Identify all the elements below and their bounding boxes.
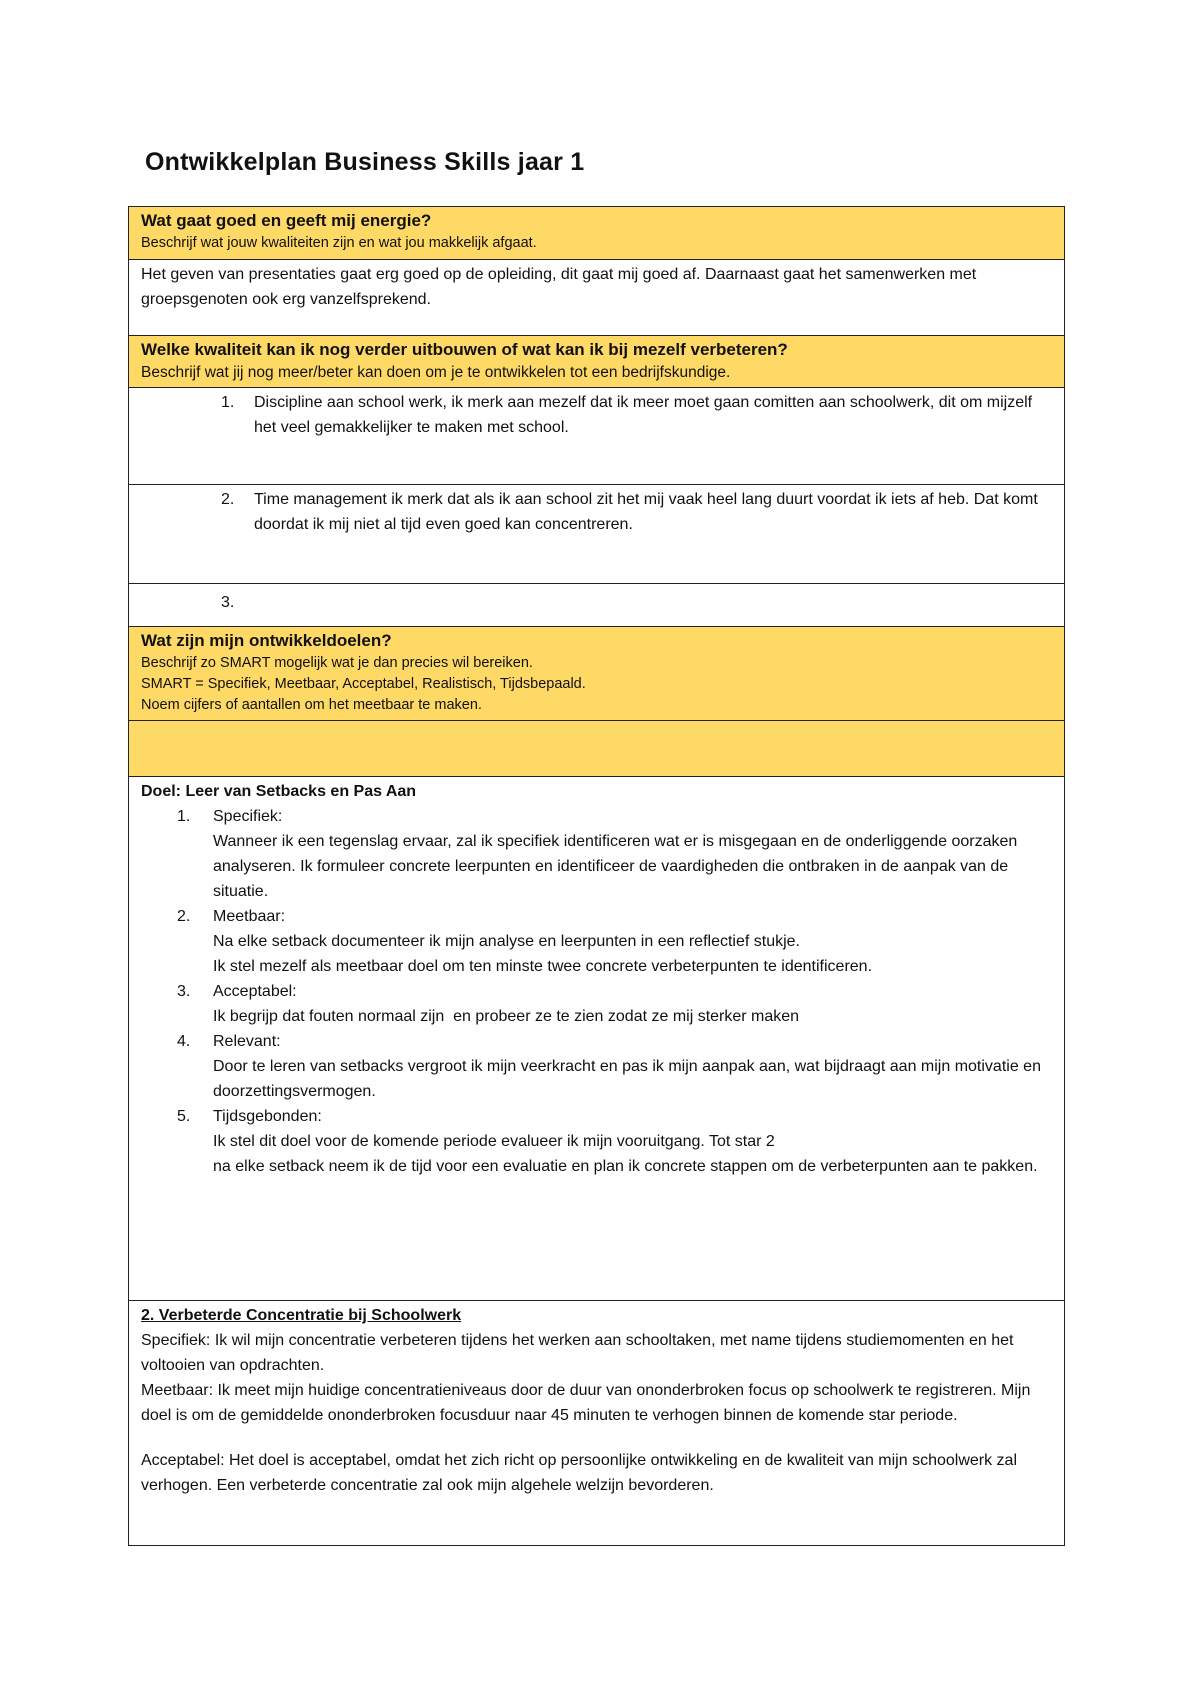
- development-plan-form: [128, 206, 1065, 1546]
- list-number: 3.: [177, 983, 191, 1000]
- section2-item-2-cell[interactable]: [129, 484, 1064, 583]
- list-item: [141, 390, 1052, 440]
- list-item: [141, 979, 1052, 1029]
- list-number: 3.: [221, 594, 235, 611]
- list-number: 2.: [221, 491, 235, 508]
- goal1-cell[interactable]: [129, 776, 1064, 1300]
- section1-header: [129, 206, 1064, 259]
- section2-instruction: Beschrijf wat jij nog meer/beter kan doen om je te ontwikkelen tot een bedrijfskundige.: [141, 364, 731, 381]
- section3-instruction-3: Noem cijfers of aantallen om het meetbaar te maken.: [141, 697, 482, 713]
- goal2-acceptabel: Acceptabel: Het doel is acceptabel, omdat het zich richt op persoonlijke ontwikkeling en de kwaliteit van mijn schoolwerk zal verhogen. Een verbeterde concentratie zal ook mijn algehele welzijn bevorderen.: [141, 1452, 1018, 1494]
- goal1-title: Doel: Leer van Setbacks en Pas Aan: [141, 783, 417, 800]
- section1-instruction: Beschrijf wat jouw kwaliteiten zijn en wat jou makkelijk afgaat.: [141, 235, 537, 251]
- list-item-text: Discipline aan school werk, ik merk aan mezelf dat ik meer moet gaan comitten aan schoolwerk, dit om mijzelf het veel gemakkelijker te maken met school.: [254, 394, 1033, 436]
- goal2-meetbaar: Meetbaar: Ik meet mijn huidige concentratieniveaus door de duur van ononderbroken focus op schoolwerk te registreren. Mijn doel is om de gemiddelde ononderbroken focusduur naar 45 minuten te verhogen binnen de komende star periode.: [141, 1382, 1031, 1424]
- smart-text: Wanneer ik een tegenslag ervaar, zal ik specifiek identificeren wat er is misgegaan en de onderliggende oorzaken analyseren. Ik formuleer concrete leerpunten en identificeer de vaardigheden die ontbraken in de aanpak van de situatie.: [213, 833, 1018, 900]
- section1-answer: Het geven van presentaties gaat erg goed op de opleiding, dit gaat mij goed af. Daarnaast gaat het samenwerken met groepsgenoten ook erg vanzelfsprekend.: [141, 266, 977, 308]
- smart-label: Meetbaar:: [213, 908, 286, 925]
- goal2-specifiek: Specifiek: Ik wil mijn concentratie verbeteren tijdens het werken aan schooltaken, met name tijdens studiemomenten en het voltooien van opdrachten.: [141, 1332, 1014, 1374]
- page-title: Ontwikkelplan Business Skills jaar 1: [145, 148, 585, 176]
- list-number: 1.: [221, 394, 235, 411]
- list-item: [141, 804, 1052, 904]
- section3-question: Wat zijn mijn ontwikkeldoelen?: [141, 631, 392, 650]
- goal2-cell[interactable]: [129, 1300, 1064, 1546]
- section1-question: Wat gaat goed en geeft mij energie?: [141, 211, 432, 230]
- list-item: [141, 1029, 1052, 1104]
- list-number: 2.: [177, 908, 191, 925]
- goal1-smart-list: [141, 804, 1052, 1179]
- paragraph-gap: [141, 1428, 1052, 1448]
- section3-instruction-1: Beschrijf zo SMART mogelijk wat je dan precies wil bereiken.: [141, 655, 533, 671]
- smart-label: Acceptabel:: [213, 983, 297, 1000]
- section2-item-1-cell[interactable]: [129, 387, 1064, 484]
- goal2-title: 2. Verbeterde Concentratie bij Schoolwerk: [141, 1307, 462, 1324]
- list-item-text: Time management ik merk dat als ik aan school zit het mij vaak heel lang duurt voordat ik iets af heb. Dat komt doordat ik mij niet al tijd even goed kan concentreren.: [254, 491, 1038, 533]
- list-item: [141, 904, 1052, 979]
- smart-text: Na elke setback documenteer ik mijn analyse en leerpunten in een reflectief stukje.: [213, 933, 800, 950]
- list-number: 1.: [177, 808, 191, 825]
- smart-text: Ik stel dit doel voor de komende periode evalueer ik mijn vooruitgang. Tot star 2: [213, 1133, 775, 1150]
- list-item: [141, 1104, 1052, 1179]
- section2-item-3-cell[interactable]: [129, 583, 1064, 626]
- smart-text: Ik stel mezelf als meetbaar doel om ten minste twee concrete verbeterpunten te identificeren.: [213, 958, 873, 975]
- smart-text: na elke setback neem ik de tijd voor een evaluatie en plan ik concrete stappen om de verbeterpunten aan te pakken.: [213, 1158, 1038, 1175]
- section2-question: Welke kwaliteit kan ik nog verder uitbouwen of wat kan ik bij mezelf verbeteren?: [141, 340, 788, 359]
- list-number: 4.: [177, 1033, 191, 1050]
- section1-answer-cell[interactable]: [129, 259, 1064, 335]
- list-item: [141, 487, 1052, 537]
- smart-text: Door te leren van setbacks vergroot ik mijn veerkracht en pas ik mijn aanpak aan, wat bijdraagt aan mijn motivatie en doorzettingsvermogen.: [213, 1058, 1041, 1100]
- section3-header: [129, 626, 1064, 720]
- smart-text: Ik begrijp dat fouten normaal zijn en probeer ze te zien zodat ze mij sterker maken: [213, 1008, 800, 1025]
- list-number: 5.: [177, 1108, 191, 1125]
- section2-header: [129, 335, 1064, 387]
- smart-label: Tijdsgebonden:: [213, 1108, 322, 1125]
- section3-instruction-2: SMART = Specifiek, Meetbaar, Acceptabel, Realistisch, Tijdsbepaald.: [141, 676, 586, 692]
- section3-empty-cell[interactable]: [129, 720, 1064, 776]
- smart-label: Relevant:: [213, 1033, 281, 1050]
- smart-label: Specifiek:: [213, 808, 283, 825]
